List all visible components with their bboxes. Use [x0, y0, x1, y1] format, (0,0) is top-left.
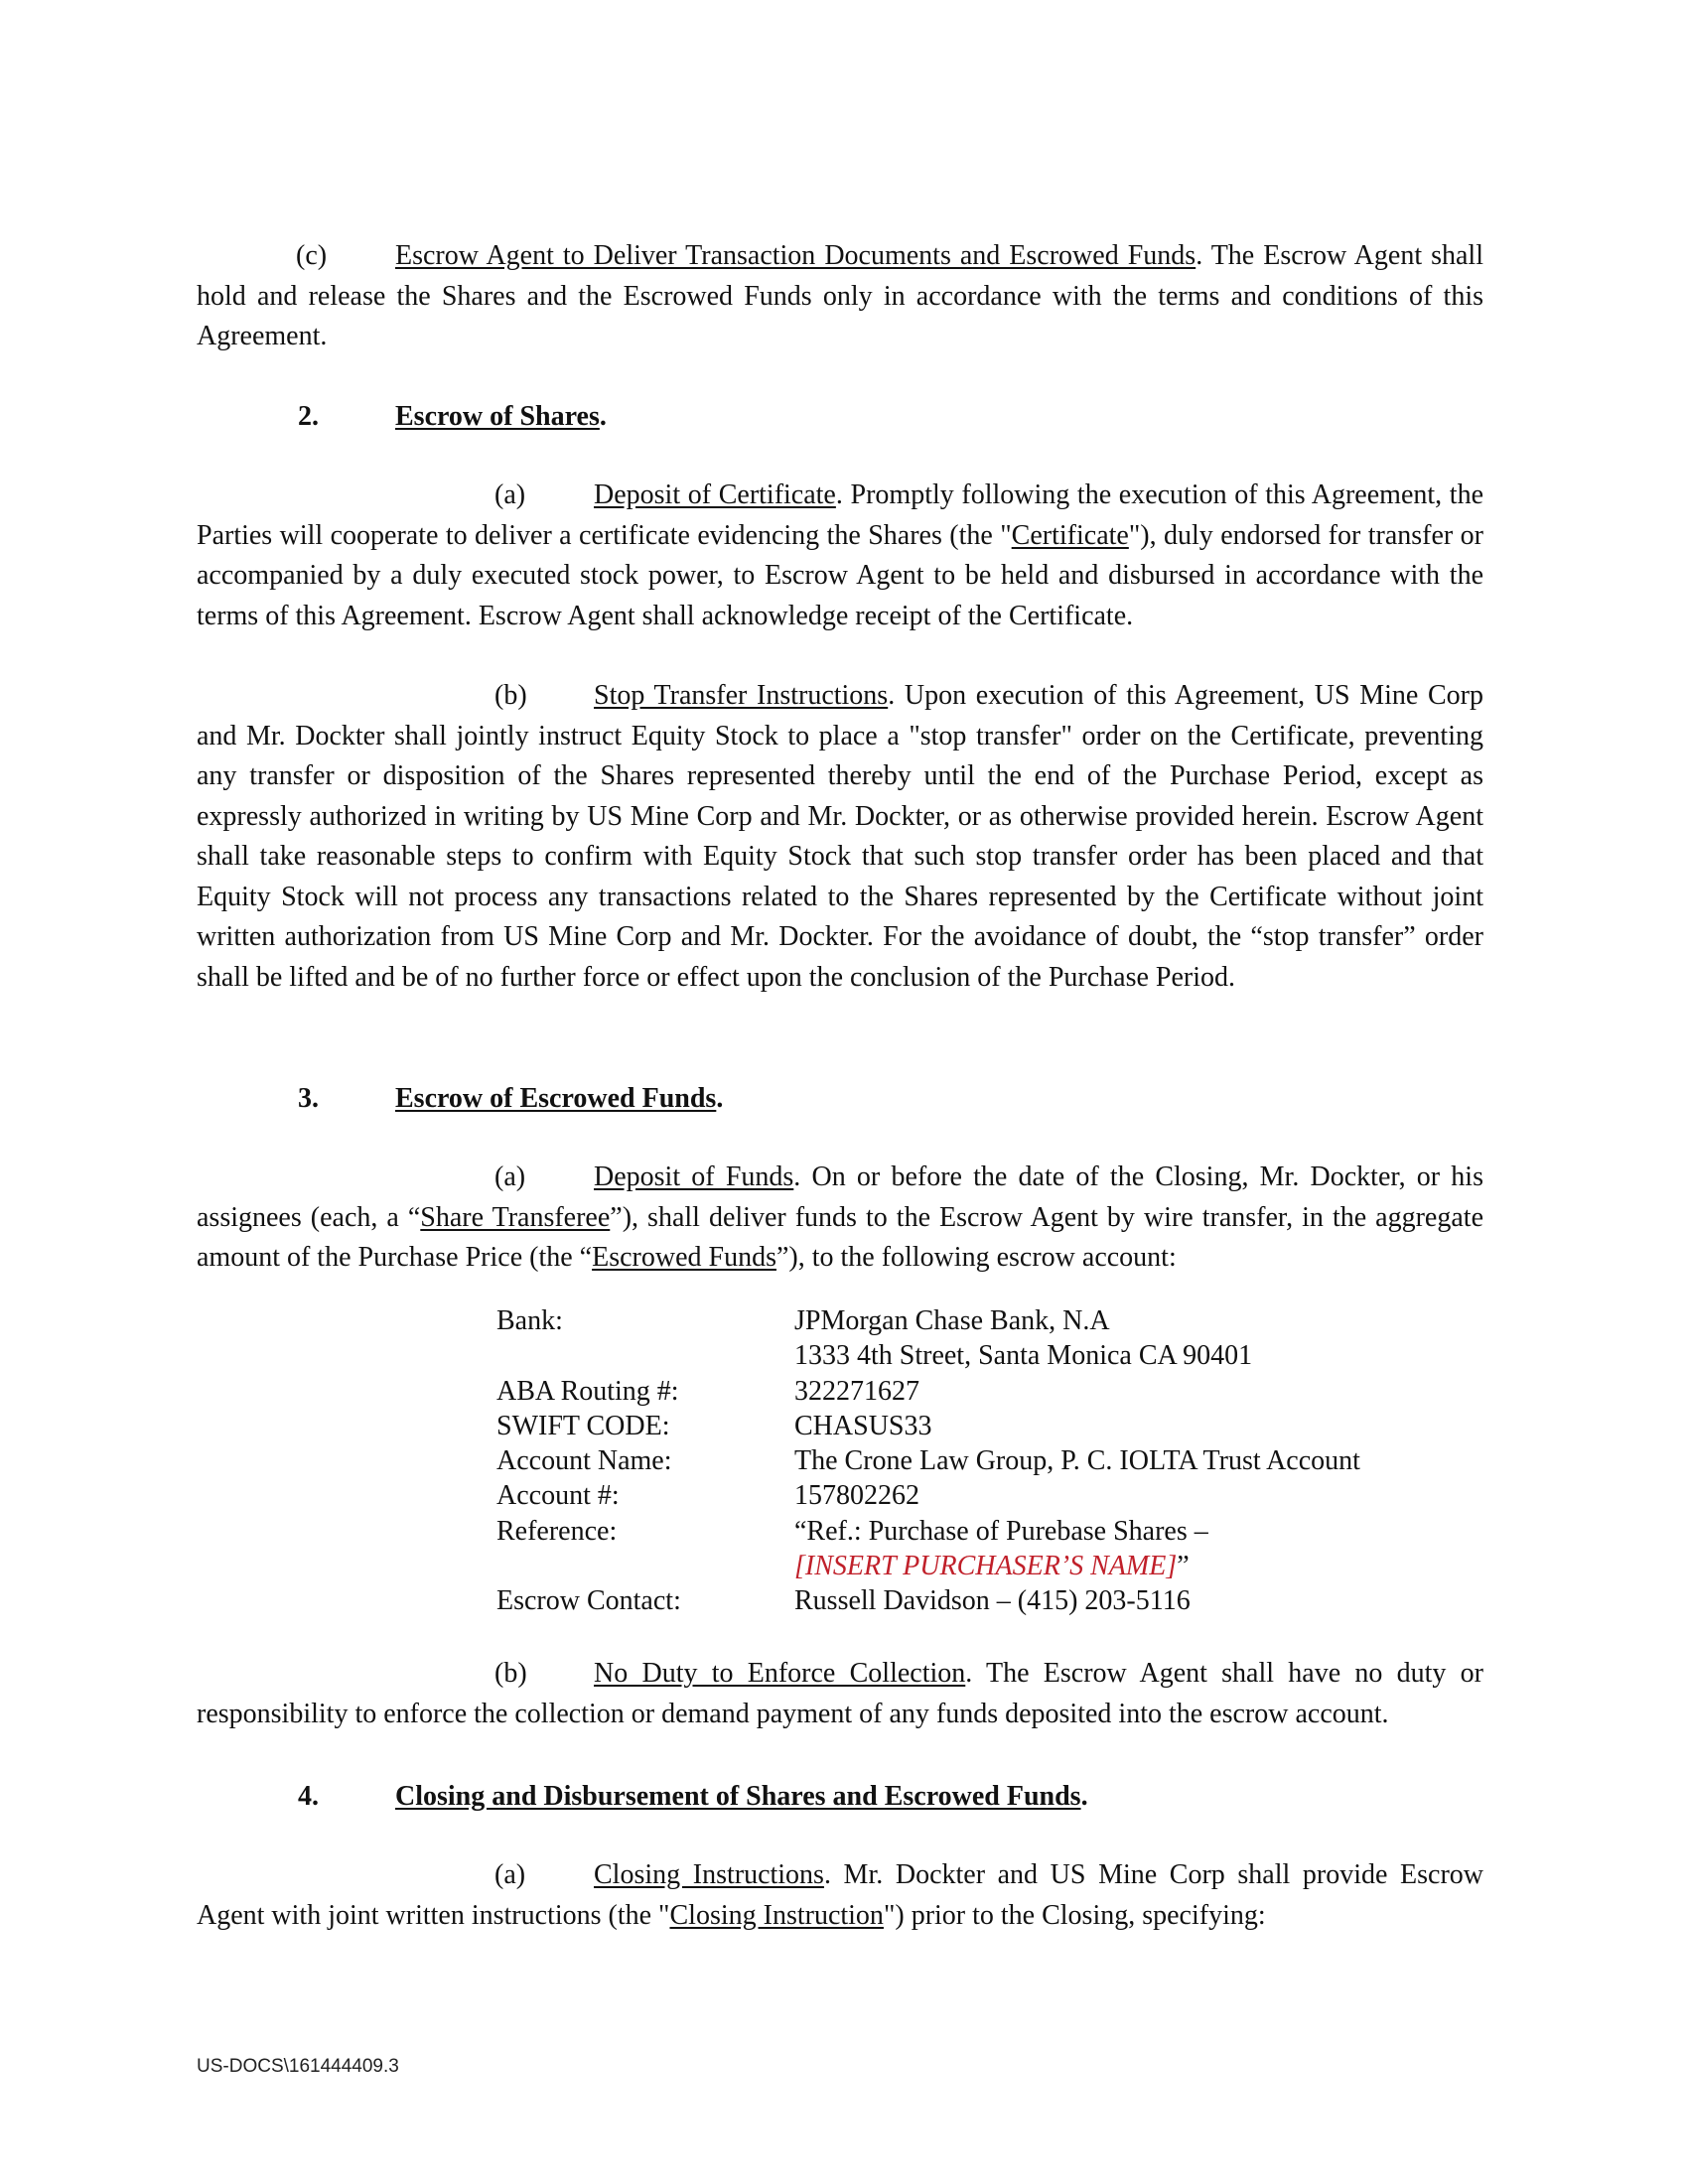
swift-row	[496, 1409, 1489, 1443]
section-4a-title: Closing Instructions	[594, 1859, 824, 1890]
account-name-row	[496, 1443, 1489, 1478]
section-4-heading: 4. Closing and Disbursement of Shares and Escrowed Funds.	[298, 1777, 1088, 1817]
section-2b-label: (b)	[494, 680, 527, 711]
section-4-number: 4.	[298, 1781, 319, 1812]
section-1c-title: Escrow Agent to Deliver Transaction Documents and Escrowed Funds	[395, 240, 1196, 271]
document-id-footer: US-DOCS\161444409.3	[197, 2056, 399, 2077]
escrow-contact-label: Escrow Contact:	[496, 1585, 681, 1617]
section-2a-body-2: "), duly endorsed for transfer or accompanied by a duly executed stock power, to Escrow Agent to be held and disbursed in accordance with the terms of this Agreement. Escrow Agent shall acknowledge receipt of the Certificate.	[197, 519, 1483, 631]
swift-value: CHASUS33	[794, 1410, 932, 1441]
section-2b-title: Stop Transfer Instructions	[594, 680, 889, 711]
section-2a-title: Deposit of Certificate	[594, 479, 836, 510]
account-name-value: The Crone Law Group, P. C. IOLTA Trust Account	[794, 1445, 1360, 1477]
section-4a-paragraph	[197, 1855, 1483, 1936]
section-3a-label: (a)	[494, 1161, 526, 1192]
section-1c-paragraph	[197, 236, 1483, 357]
escrow-contact-value: Russell Davidson – (415) 203-5116	[794, 1585, 1191, 1617]
reference-label: Reference:	[496, 1515, 618, 1547]
section-2a-term: Certificate	[1011, 519, 1129, 551]
section-1c-label: (c)	[296, 240, 328, 271]
bank-label: Bank:	[496, 1305, 563, 1336]
section-3-title: Escrow of Escrowed Funds	[395, 1083, 717, 1114]
section-3-number: 3.	[298, 1083, 319, 1114]
swift-label: SWIFT CODE:	[496, 1410, 670, 1441]
account-name-label: Account Name:	[496, 1445, 672, 1477]
section-3a-body-1: . On or before the date of the Closing, Mr. Dockter, or his assignees (each, a “	[197, 1161, 1483, 1233]
reference-line-1: “Ref.: Purchase of Purebase Shares –	[794, 1515, 1208, 1547]
account-number-row	[496, 1478, 1489, 1513]
bank-name: JPMorgan Chase Bank, N.A	[794, 1305, 1110, 1336]
bank-address: 1333 4th Street, Santa Monica CA 90401	[794, 1340, 1253, 1372]
section-4a-label: (a)	[494, 1859, 526, 1890]
aba-label: ABA Routing #:	[496, 1375, 679, 1407]
section-3b-body: . The Escrow Agent shall have no duty or responsibility to enforce the collection or demand payment of any funds deposited into the escrow account.	[197, 1658, 1483, 1729]
section-4a-term: Closing Instruction	[669, 1899, 884, 1931]
reference-close-quote: ”	[1177, 1551, 1190, 1582]
aba-row	[496, 1374, 1489, 1409]
section-2a-paragraph	[197, 476, 1483, 636]
section-3b-label: (b)	[494, 1658, 527, 1689]
account-number-label: Account #:	[496, 1480, 620, 1512]
section-3a-body-3: ”), to the following escrow account:	[775, 1242, 1177, 1273]
section-2-title: Escrow of Shares	[395, 401, 600, 432]
bank-address-row	[496, 1338, 1489, 1373]
bank-row	[496, 1303, 1489, 1338]
section-3a-term-2: Escrowed Funds	[592, 1242, 776, 1273]
section-3b-title: No Duty to Enforce Collection	[594, 1658, 966, 1689]
section-3a-title: Deposit of Funds	[594, 1161, 794, 1192]
section-1c-body: . The Escrow Agent shall hold and release the Shares and the Escrowed Funds only in accordance with the terms and conditions of this Agreement.	[197, 240, 1483, 351]
escrow-contact-row	[496, 1583, 1489, 1618]
reference-row-2	[496, 1549, 1489, 1583]
purchaser-name-placeholder: [INSERT PURCHASER’S NAME]	[794, 1551, 1178, 1582]
reference-row	[496, 1514, 1489, 1549]
section-2a-label: (a)	[494, 479, 526, 510]
section-3-heading: 3. Escrow of Escrowed Funds.	[298, 1079, 723, 1119]
section-2b-paragraph	[197, 676, 1483, 998]
section-3a-body-2: ”), shall deliver funds to the Escrow Agent by wire transfer, in the aggregate amount of the Purchase Price (the “	[197, 1201, 1483, 1273]
account-number-value: 157802262	[794, 1480, 919, 1512]
section-3a-term-1: Share Transferee	[420, 1201, 611, 1233]
section-2-heading: 2. Escrow of Shares.	[298, 397, 607, 437]
section-4a-body-2: ") prior to the Closing, specifying:	[883, 1899, 1266, 1931]
section-2b-body: . Upon execution of this Agreement, US Mine Corp and Mr. Dockter shall jointly instruct Equity Stock to place a "stop transfer" order on the Certificate, preventing any transfer or disposition of the Shares represented thereby until the end of the Purchase Period, except as expressly authorized in writing by US Mine Corp and Mr. Dockter, or as otherwise provided herein. Escrow Agent shall take reasonable steps to confirm with Equity Stock that such stop transfer order has been placed and that Equity Stock will not process any transactions related to the Shares represented by the Certificate without joint written authorization from US Mine Corp and Mr. Dockter. For the avoidance of doubt, the “stop transfer” order shall be lifted and be of no further force or effect upon the conclusion of the Purchase Period.	[197, 680, 1483, 993]
section-3b-paragraph	[197, 1654, 1483, 1734]
wire-instructions-table	[496, 1303, 1489, 1619]
section-3a-paragraph	[197, 1158, 1483, 1279]
section-2a-body-1: . Promptly following the execution of this Agreement, the Parties will cooperate to deliver a certificate evidencing the Shares (the "	[197, 479, 1483, 551]
section-4-title: Closing and Disbursement of Shares and Escrowed Funds	[395, 1781, 1081, 1812]
section-2-number: 2.	[298, 401, 319, 432]
aba-value: 322271627	[794, 1375, 919, 1407]
section-4a-body-1: . Mr. Dockter and US Mine Corp shall provide Escrow Agent with joint written instructions (the "	[197, 1859, 1483, 1931]
